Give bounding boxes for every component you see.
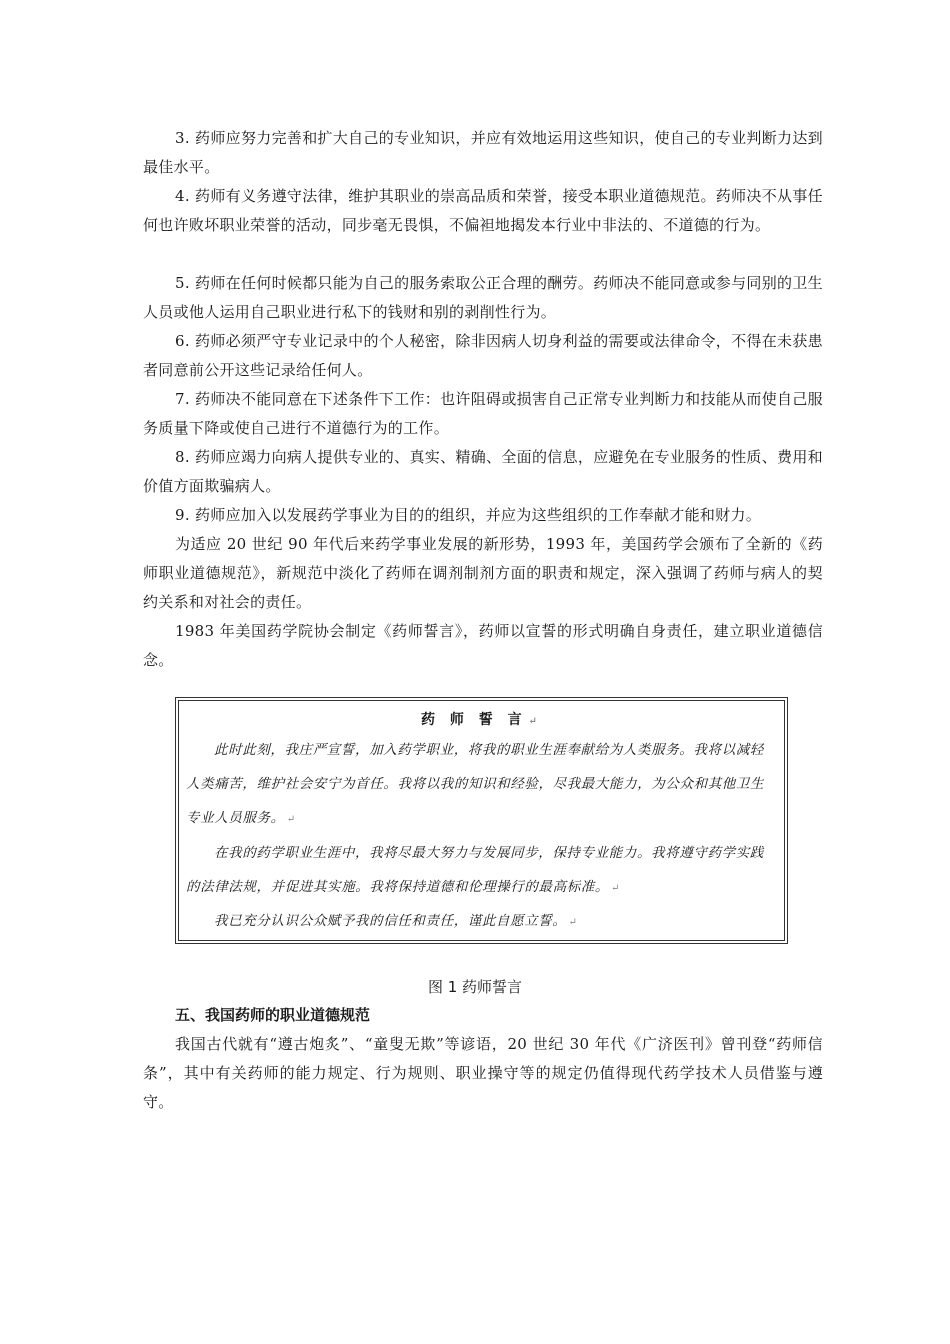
paragraph-item-9: 9. 药师应加入以发展药学事业为目的的组织，并应为这些组织的工作奉献才能和财力。 xyxy=(175,506,762,524)
return-mark-icon: ↵ xyxy=(286,814,296,825)
paragraph-1983-oath: 1983 年美国药学院协会制定《药师誓言》，药师以宣誓的形式明确自身责任，建立职业道德信念。 xyxy=(143,622,823,669)
pledge-paragraph-1 xyxy=(186,733,776,837)
paragraph-1993-code: 为适应 20 世纪 90 年代后来药学事业发展的新形势，1993 年，美国药学会颁布了全新的《药师职业道德规范》，新规范中淡化了药师在调剂制剂方面的职责和规定，深入强调了药师与病人的契约关系和对社会的责任。 xyxy=(143,535,823,611)
paragraph-item-8: 8. 药师应竭力向病人提供专业的、真实、精确、全面的信息，应避免在专业服务的性质、费用和价值方面欺骗病人。 xyxy=(143,448,823,495)
paragraph-item-4: 4. 药师有义务遵守法律，维护其职业的崇高品质和荣誉，接受本职业道德规范。药师决不从事任何也许败坏职业荣誉的活动，同步毫无畏惧，不偏袒地揭发本行业中非法的、不道德的行为。 xyxy=(143,187,823,234)
pledge-paragraph-2-text: 在我的药学职业生涯中，我将尽最大努力与发展同步，保持专业能力。我将遵守药学实践的法律法规，并促进其实施。我将保持道德和伦理操行的最高标准。 xyxy=(186,845,764,895)
return-mark-icon: ↵ xyxy=(528,716,542,727)
pledge-paragraph-3 xyxy=(186,904,776,940)
paragraph-item-6: 6. 药师必须严守专业记录中的个人秘密，除非因病人切身利益的需要或法律命令，不得在未获患者同意前公开这些记录给任何人。 xyxy=(143,332,823,379)
figure-caption: 图 1 药师誓言 xyxy=(427,978,523,996)
return-mark-icon: ↵ xyxy=(568,917,578,928)
pledge-paragraph-2 xyxy=(186,836,776,906)
pledge-paragraph-1-text: 此时此刻，我庄严宣誓，加入药学职业，将我的职业生涯奉献给为人类服务。我将以减轻人类痛苦，维护社会安宁为首任。我将以我的知识和经验，尽我最大能力，为公众和其他卫生专业人员服务。 xyxy=(186,742,765,826)
pledge-title-text: 药 师 誓 言 xyxy=(420,712,527,728)
section-heading: 五、我国药师的职业道德规范 xyxy=(175,1006,371,1024)
paragraph-item-7: 7. 药师决不能同意在下述条件下工作：也许阻碍或损害自己正常专业判断力和技能从而使自己服务质量下降或使自己进行不道德行为的工作。 xyxy=(143,390,823,437)
pledge-title xyxy=(179,709,784,729)
pledge-paragraph-3-text: 我已充分认识公众赋予我的信任和责任，谨此自愿立誓。 xyxy=(214,913,567,929)
section-paragraph: 我国古代就有“遵古炮炙”、“童叟无欺”等谚语，20 世纪 30 年代《广济医刊》曾刊登“药师信条”，其中有关药师的能力规定、行为规则、职业操守等的规定仍值得现代药学技术人员借鉴与遵守。 xyxy=(143,1035,823,1111)
pharmacist-oath-box xyxy=(178,700,785,941)
return-mark-icon: ↵ xyxy=(611,883,620,894)
paragraph-item-3: 3. 药师应努力完善和扩大自己的专业知识，并应有效地运用这些知识，使自己的专业判断力达到最佳水平。 xyxy=(143,129,823,176)
paragraph-item-5: 5. 药师在任何时候都只能为自己的服务索取公正合理的酬劳。药师决不能同意或参与同别的卫生人员或他人运用自己职业进行私下的钱财和别的剥削性行为。 xyxy=(143,274,823,321)
